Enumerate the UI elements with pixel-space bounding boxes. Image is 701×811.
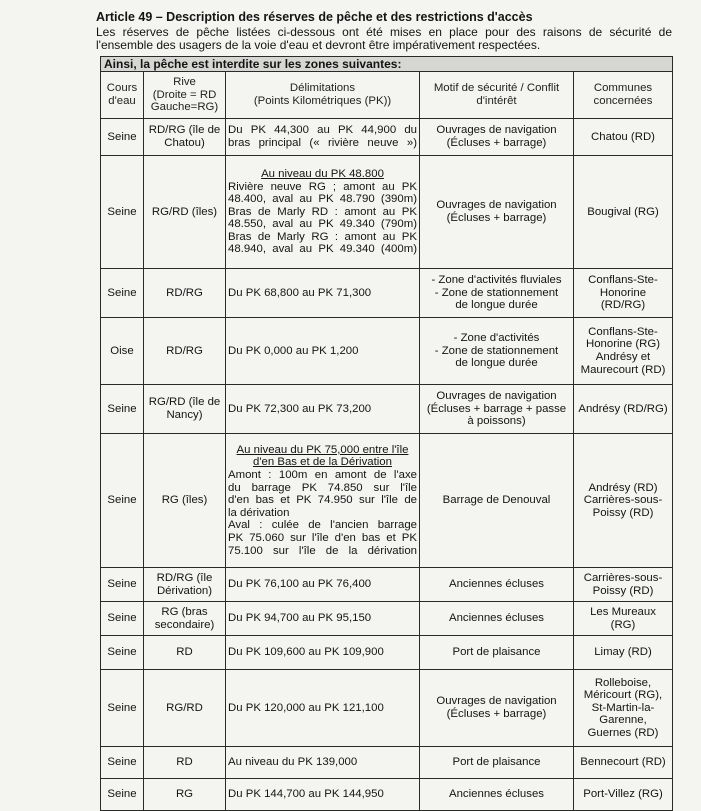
cell-rive: RD/RG (île Dérivation) bbox=[144, 568, 226, 602]
cell-motif: - Zone d'activités fluviales - Zone de stationnement de longue durée bbox=[420, 269, 574, 318]
table-row bbox=[101, 385, 673, 434]
cell-communes: Andrésy (RD) Carrières-sous- Poissy (RD) bbox=[574, 434, 673, 568]
cell-motif: Anciennes écluses bbox=[420, 568, 574, 602]
cell-rive: RG (bras secondaire) bbox=[144, 602, 226, 636]
cell-delimitations: Du PK 44,300 au PK 44,900 du bras principal (« rivière neuve ») bbox=[226, 119, 420, 156]
cell-delimitations: Du PK 72,300 au PK 73,200 bbox=[226, 385, 420, 434]
cell-motif: Port de plaisance bbox=[420, 636, 574, 670]
cell-motif: Ouvrages de navigation (Écluses + barrage) bbox=[420, 670, 574, 747]
cell-cours: Seine bbox=[101, 747, 144, 779]
cell-motif: - Zone d'activités - Zone de stationnement de longue durée bbox=[420, 318, 574, 385]
cell-delimitations: Du PK 76,100 au PK 76,400 bbox=[226, 568, 420, 602]
cell-delimitations: Du PK 94,700 au PK 95,150 bbox=[226, 602, 420, 636]
table-row bbox=[101, 747, 673, 779]
cell-cours: Seine bbox=[101, 269, 144, 318]
cell-communes: Les Mureaux (RG) bbox=[574, 602, 673, 636]
delimitation-title: Au niveau du PK 75,000 entre l'île d'en Bas et de la Dérivation bbox=[236, 443, 409, 469]
cell-motif: Port de plaisance bbox=[420, 747, 574, 779]
cell-cours: Seine bbox=[101, 670, 144, 747]
cell-delimitations: Du PK 120,000 au PK 121,100 bbox=[226, 670, 420, 747]
cell-delimitations: Au niveau du PK 48.800 Rivière neuve RG ; amont au PK 48.400, aval au PK 48.790 (390m) Bras de Marly RD : amont au PK 48.550, aval au PK 49.340 (790m) Bras de Marly RG : amont au PK 48.940, aval au PK 49.340 (400m) bbox=[226, 156, 420, 269]
header-motif: Motif de sécurité / Conflit d'intérêt bbox=[420, 72, 574, 119]
table-row bbox=[101, 602, 673, 636]
cell-motif: Anciennes écluses bbox=[420, 602, 574, 636]
header-rive: Rive (Droite = RD Gauche=RG) bbox=[144, 72, 226, 119]
table-header-row bbox=[101, 72, 673, 119]
cell-communes: Rolleboise, Méricourt (RG), St-Martin-la- Garenne, Guernes (RD) bbox=[574, 670, 673, 747]
table-row bbox=[101, 568, 673, 602]
cell-motif: Ouvrages de navigation (Écluses + barrage + passe à poissons) bbox=[420, 385, 574, 434]
cell-communes: Andrésy (RD/RG) bbox=[574, 385, 673, 434]
cell-cours: Seine bbox=[101, 568, 144, 602]
table-row bbox=[101, 779, 673, 811]
cell-delimitations: Du PK 0,000 au PK 1,200 bbox=[226, 318, 420, 385]
cell-delimitations: Du PK 144,700 au PK 144,950 bbox=[226, 779, 420, 811]
cell-communes: Conflans-Ste- Honorine (RD/RG) bbox=[574, 269, 673, 318]
cell-cours: Seine bbox=[101, 434, 144, 568]
cell-cours: Seine bbox=[101, 602, 144, 636]
cell-motif: Barrage de Denouval bbox=[420, 434, 574, 568]
cell-communes: Chatou (RD) bbox=[574, 119, 673, 156]
table-row bbox=[101, 318, 673, 385]
cell-motif: Anciennes écluses bbox=[420, 779, 574, 811]
table-row bbox=[101, 670, 673, 747]
cell-communes: Bennecourt (RD) bbox=[574, 747, 673, 779]
cell-cours: Seine bbox=[101, 385, 144, 434]
header-cours: Cours d'eau bbox=[101, 72, 144, 119]
cell-rive: RG/RD (île de Nancy) bbox=[144, 385, 226, 434]
table-row bbox=[101, 636, 673, 670]
cell-rive: RD/RG (île de Chatou) bbox=[144, 119, 226, 156]
cell-cours: Seine bbox=[101, 156, 144, 269]
cell-rive: RG/RD bbox=[144, 670, 226, 747]
cell-communes: Carrières-sous- Poissy (RD) bbox=[574, 568, 673, 602]
cell-delimitations: Au niveau du PK 75,000 entre l'île d'en Bas et de la Dérivation Amont : 100m en amont de l'axe du barrage PK 74.850 sur l'île d'en bas et PK 74.950 sur l'île de la dérivation Aval : culée de l'ancien barrage PK 75.060 sur l'île d'en bas et PK 75.100 sur l'île de la dérivation bbox=[226, 434, 420, 568]
cell-delimitations: Au niveau du PK 139,000 bbox=[226, 747, 420, 779]
intro-line: Les réserves de pêche listées ci-dessous ont été mises en place pour des raisons de sécurité de bbox=[96, 25, 672, 39]
header-delimitations: Délimitations (Points Kilométriques (PK)) bbox=[226, 72, 420, 119]
cell-cours: Seine bbox=[101, 119, 144, 156]
cell-communes: Bougival (RG) bbox=[574, 156, 673, 269]
cell-rive: RG/RD (îles) bbox=[144, 156, 226, 269]
cell-rive: RD/RG bbox=[144, 318, 226, 385]
cell-motif: Ouvrages de navigation (Écluses + barrage) bbox=[420, 156, 574, 269]
cell-rive: RG bbox=[144, 779, 226, 811]
cell-communes: Port-Villez (RG) bbox=[574, 779, 673, 811]
cell-communes: Limay (RD) bbox=[574, 636, 673, 670]
cell-rive: RG (îles) bbox=[144, 434, 226, 568]
cell-cours: Seine bbox=[101, 636, 144, 670]
cell-delimitations: Du PK 109,600 au PK 109,900 bbox=[226, 636, 420, 670]
delimitation-title: Au niveau du PK 48.800 bbox=[261, 167, 384, 180]
table-row bbox=[101, 156, 673, 269]
cell-communes: Conflans-Ste- Honorine (RG) Andrésy et Maurecourt (RD) bbox=[574, 318, 673, 385]
cell-rive: RD bbox=[144, 747, 226, 779]
table-row bbox=[101, 119, 673, 156]
article-heading: Article 49 – Description des réserves de pêche et des restrictions d'accès bbox=[96, 10, 533, 24]
fishing-reserves-table bbox=[100, 56, 673, 811]
header-communes: Communes concernées bbox=[574, 72, 673, 119]
cell-cours: Oise bbox=[101, 318, 144, 385]
table-row bbox=[101, 434, 673, 568]
cell-cours: Seine bbox=[101, 779, 144, 811]
cell-rive: RD bbox=[144, 636, 226, 670]
cell-motif: Ouvrages de navigation (Écluses + barrage) bbox=[420, 119, 574, 156]
cell-delimitations: Du PK 68,800 au PK 71,300 bbox=[226, 269, 420, 318]
table-banner: Ainsi, la pêche est interdite sur les zones suivantes: bbox=[101, 57, 673, 72]
intro-line: l'ensemble des usagers de la voie d'eau et devront être impérativement respectées. bbox=[96, 38, 541, 52]
table-row bbox=[101, 269, 673, 318]
cell-rive: RD/RG bbox=[144, 269, 226, 318]
article-intro bbox=[96, 26, 672, 52]
